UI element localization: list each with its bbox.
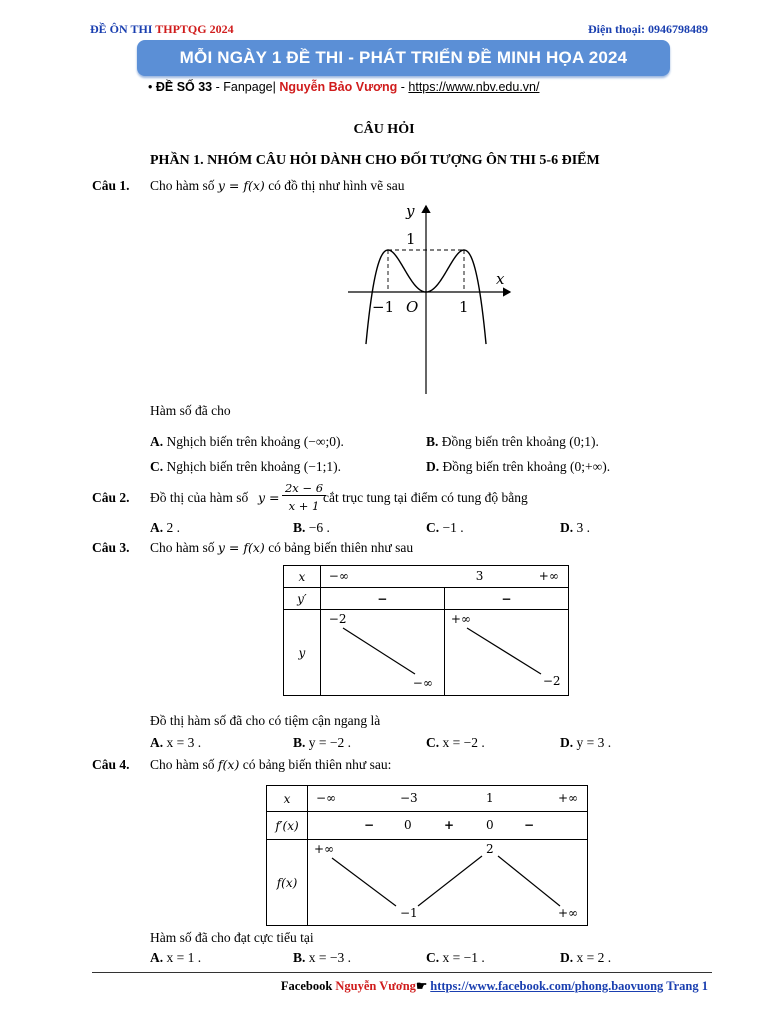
q4-b-label: B. — [293, 950, 306, 965]
q4-text — [150, 757, 391, 773]
q3-b-text: y = −2 . — [305, 735, 351, 750]
q2-c-label: C. — [426, 520, 440, 535]
fanpage-text: - Fanpage| — [212, 80, 280, 94]
q3-x-3: 3 — [475, 569, 484, 583]
q3-text-a: Cho hàm số — [150, 540, 218, 555]
q3-d-text: y = 3 . — [573, 735, 612, 750]
q3-y-right — [444, 610, 568, 696]
q4-f-min: −1 — [400, 906, 418, 920]
q2-label: Câu 2. — [92, 490, 130, 505]
q2-d-label: D. — [560, 520, 574, 535]
q4-a-label: A. — [150, 950, 164, 965]
q2-fn-lhs: y = — [258, 490, 280, 505]
q4-x-1: 1 — [486, 791, 494, 805]
q4-label: Câu 4. — [92, 757, 130, 772]
q1-c-text: Nghịch biến trên khoảng (−1;1). — [163, 459, 341, 474]
q1-graph — [340, 198, 520, 396]
q1-stem: Hàm số đã cho — [150, 403, 231, 418]
q2-c-text: −1 . — [439, 520, 464, 535]
q1-option-b[interactable] — [426, 434, 599, 450]
page-number: Trang 1 — [663, 979, 708, 993]
bullet: • — [148, 80, 156, 94]
header-left — [90, 22, 234, 37]
q3-option-b[interactable] — [293, 735, 351, 751]
q3-a-text: x = 3 . — [163, 735, 202, 750]
q2-numerator: 2x − 6 — [282, 481, 326, 496]
q3-y-left — [320, 610, 444, 696]
q4-text-b: có bảng biến thiên như sau: — [239, 757, 392, 772]
q4-arrow-down-1 — [332, 858, 396, 906]
y-tick-1: 1 — [406, 230, 416, 248]
q2-b-label: B. — [293, 520, 306, 535]
q1-text-b: có đồ thị như hình vẽ sau — [264, 178, 405, 193]
origin-label: O — [406, 298, 419, 316]
q1-text-a: Cho hàm số — [150, 178, 218, 193]
q4-b-text: x = −3 . — [305, 950, 351, 965]
title-banner: MỖI NGÀY 1 ĐỀ THI - PHÁT TRIỂN ĐỀ MINH HỌA 2024 — [137, 40, 670, 76]
q3-x-pos-inf: +∞ — [538, 569, 559, 583]
q3-b-label: B. — [293, 735, 306, 750]
q4-stem: Hàm số đã cho đạt cực tiểu tại — [150, 930, 314, 945]
q4-arrow-up — [418, 856, 482, 906]
q4-fp-sign-1: − — [364, 818, 375, 832]
q4-x-neg-inf: −∞ — [316, 791, 337, 805]
q3-a-label: A. — [150, 735, 164, 750]
part-title: PHẦN 1. NHÓM CÂU HỎI DÀNH CHO ĐỐI TƯỢNG ÔN THI 5-6 ĐIỂM — [150, 153, 600, 168]
q2-option-a[interactable] — [150, 520, 180, 536]
dash: - — [397, 80, 409, 94]
q1-a-label: A. — [150, 434, 164, 449]
q4-row-f-label: f(x) — [267, 840, 308, 926]
q4-function: f(x) — [217, 757, 240, 772]
header-left-year: THPTQG 2024 — [155, 22, 234, 36]
q4-f-tl: +∞ — [314, 842, 335, 856]
q3-x-neg-inf: −∞ — [328, 569, 349, 583]
q4-row-f — [308, 840, 588, 926]
q1-label: Câu 1. — [92, 178, 130, 193]
q4-fp-sign-3: − — [524, 818, 535, 832]
q2-option-d[interactable] — [560, 520, 590, 536]
q3-y-bl: −∞ — [412, 676, 433, 690]
q4-row-x — [308, 786, 588, 812]
q1-option-d[interactable] — [426, 459, 610, 475]
q4-fp-zero-2: 0 — [486, 818, 494, 832]
q3-option-d[interactable] — [560, 735, 611, 751]
header-left-text: ĐỀ ÔN THI — [90, 22, 156, 36]
q4-arrow-down-2 — [498, 856, 560, 906]
q3-text-b: có bảng biến thiên như sau — [264, 540, 414, 555]
q3-yp-sign-2: − — [444, 588, 568, 610]
q1-b-text: Đồng biến trên khoảng (0;1). — [438, 434, 599, 449]
q4-text-a: Cho hàm số — [150, 757, 218, 772]
q4-option-c[interactable] — [426, 950, 485, 966]
q4-fp-zero-1: 0 — [404, 818, 412, 832]
q4-c-text: x = −1 . — [439, 950, 485, 965]
q1-option-a[interactable] — [150, 434, 344, 450]
q2-b-text: −6 . — [305, 520, 330, 535]
q4-c-label: C. — [426, 950, 440, 965]
q4-x-pos-inf: +∞ — [558, 791, 579, 805]
section-title: CÂU HỎI — [353, 122, 415, 137]
q1-d-text: Đồng biến trên khoảng (0;+∞). — [439, 459, 611, 474]
q3-yp-sign-1: − — [320, 588, 444, 610]
q4-d-label: D. — [560, 950, 574, 965]
q3-y-br: −2 — [542, 674, 561, 688]
q4-d-text: x = 2 . — [573, 950, 612, 965]
x-tick-neg1: −1 — [372, 298, 395, 316]
q3-c-label: C. — [426, 735, 440, 750]
q2-option-c[interactable] — [426, 520, 464, 536]
footer-name: Nguyễn Vương — [335, 979, 416, 993]
footer-divider — [92, 972, 712, 973]
q2-d-text: 3 . — [573, 520, 590, 535]
y-axis-label: y — [406, 202, 415, 220]
q3-option-c[interactable] — [426, 735, 485, 751]
q4-x-neg3: −3 — [400, 791, 418, 805]
q1-c-label: C. — [150, 459, 164, 474]
q2-denominator: x + 1 — [288, 499, 320, 513]
exam-info-line — [148, 80, 539, 94]
q1-function: y = f(x) — [217, 178, 265, 193]
q1-option-c[interactable] — [150, 459, 341, 475]
q1-a-text: Nghịch biến trên khoảng (−∞;0). — [163, 434, 344, 449]
q3-row-x — [320, 566, 568, 588]
q3-function: y = f(x) — [217, 540, 265, 555]
footer-link[interactable]: https://www.facebook.com/phong.baovuong — [430, 979, 664, 993]
q3-variation-table — [283, 565, 569, 696]
author-name: Nguyễn Bảo Vương — [279, 80, 398, 94]
exam-number: ĐỀ SỐ 33 — [155, 80, 213, 94]
q4-variation-table — [266, 785, 588, 926]
header-phone: Điện thoại: 0946798489 — [588, 22, 708, 36]
x-tick-1: 1 — [459, 298, 469, 316]
q4-fp-sign-2: + — [444, 818, 455, 832]
q4-option-b[interactable] — [293, 950, 351, 966]
q3-stem: Đồ thị hàm số đã cho có tiệm cận ngang là — [150, 713, 381, 728]
q3-row-yp-label: y′ — [284, 588, 321, 610]
q3-row-x-label: x — [284, 566, 321, 588]
q4-row-fp — [308, 812, 588, 840]
q2-a-text: 2 . — [163, 520, 180, 535]
footer-facebook: Facebook — [280, 979, 336, 993]
q4-row-fp-label: f′(x) — [267, 812, 308, 840]
q4-a-text: x = 1 . — [163, 950, 202, 965]
q2-a-label: A. — [150, 520, 164, 535]
q1-d-label: D. — [426, 459, 440, 474]
q4-option-d[interactable] — [560, 950, 611, 966]
q2-text-a: Đồ thị của hàm số — [150, 490, 249, 505]
q4-f-br: +∞ — [558, 906, 579, 920]
q3-option-a[interactable] — [150, 735, 201, 751]
q3-c-text: x = −2 . — [439, 735, 485, 750]
q3-y-tr: +∞ — [450, 612, 471, 626]
q3-text — [150, 540, 413, 556]
website-link[interactable]: https://www.nbv.edu.vn/ — [408, 80, 540, 94]
q3-row-y-label: y — [284, 610, 321, 696]
q4-f-max: 2 — [486, 842, 494, 856]
x-axis-label: x — [496, 270, 505, 288]
pointing-hand-icon: ☛ — [415, 979, 431, 993]
footer — [281, 978, 708, 994]
q4-arrows — [308, 840, 590, 926]
q2-option-b[interactable] — [293, 520, 330, 536]
q1-b-label: B. — [426, 434, 439, 449]
q3-label: Câu 3. — [92, 540, 130, 555]
q4-option-a[interactable] — [150, 950, 201, 966]
q4-row-x-label: x — [267, 786, 308, 812]
q3-y-tl: −2 — [328, 612, 347, 626]
q2-text-b: cắt trục tung tại điểm có tung độ bằng — [323, 490, 528, 505]
q1-text — [150, 178, 405, 194]
q3-d-label: D. — [560, 735, 574, 750]
